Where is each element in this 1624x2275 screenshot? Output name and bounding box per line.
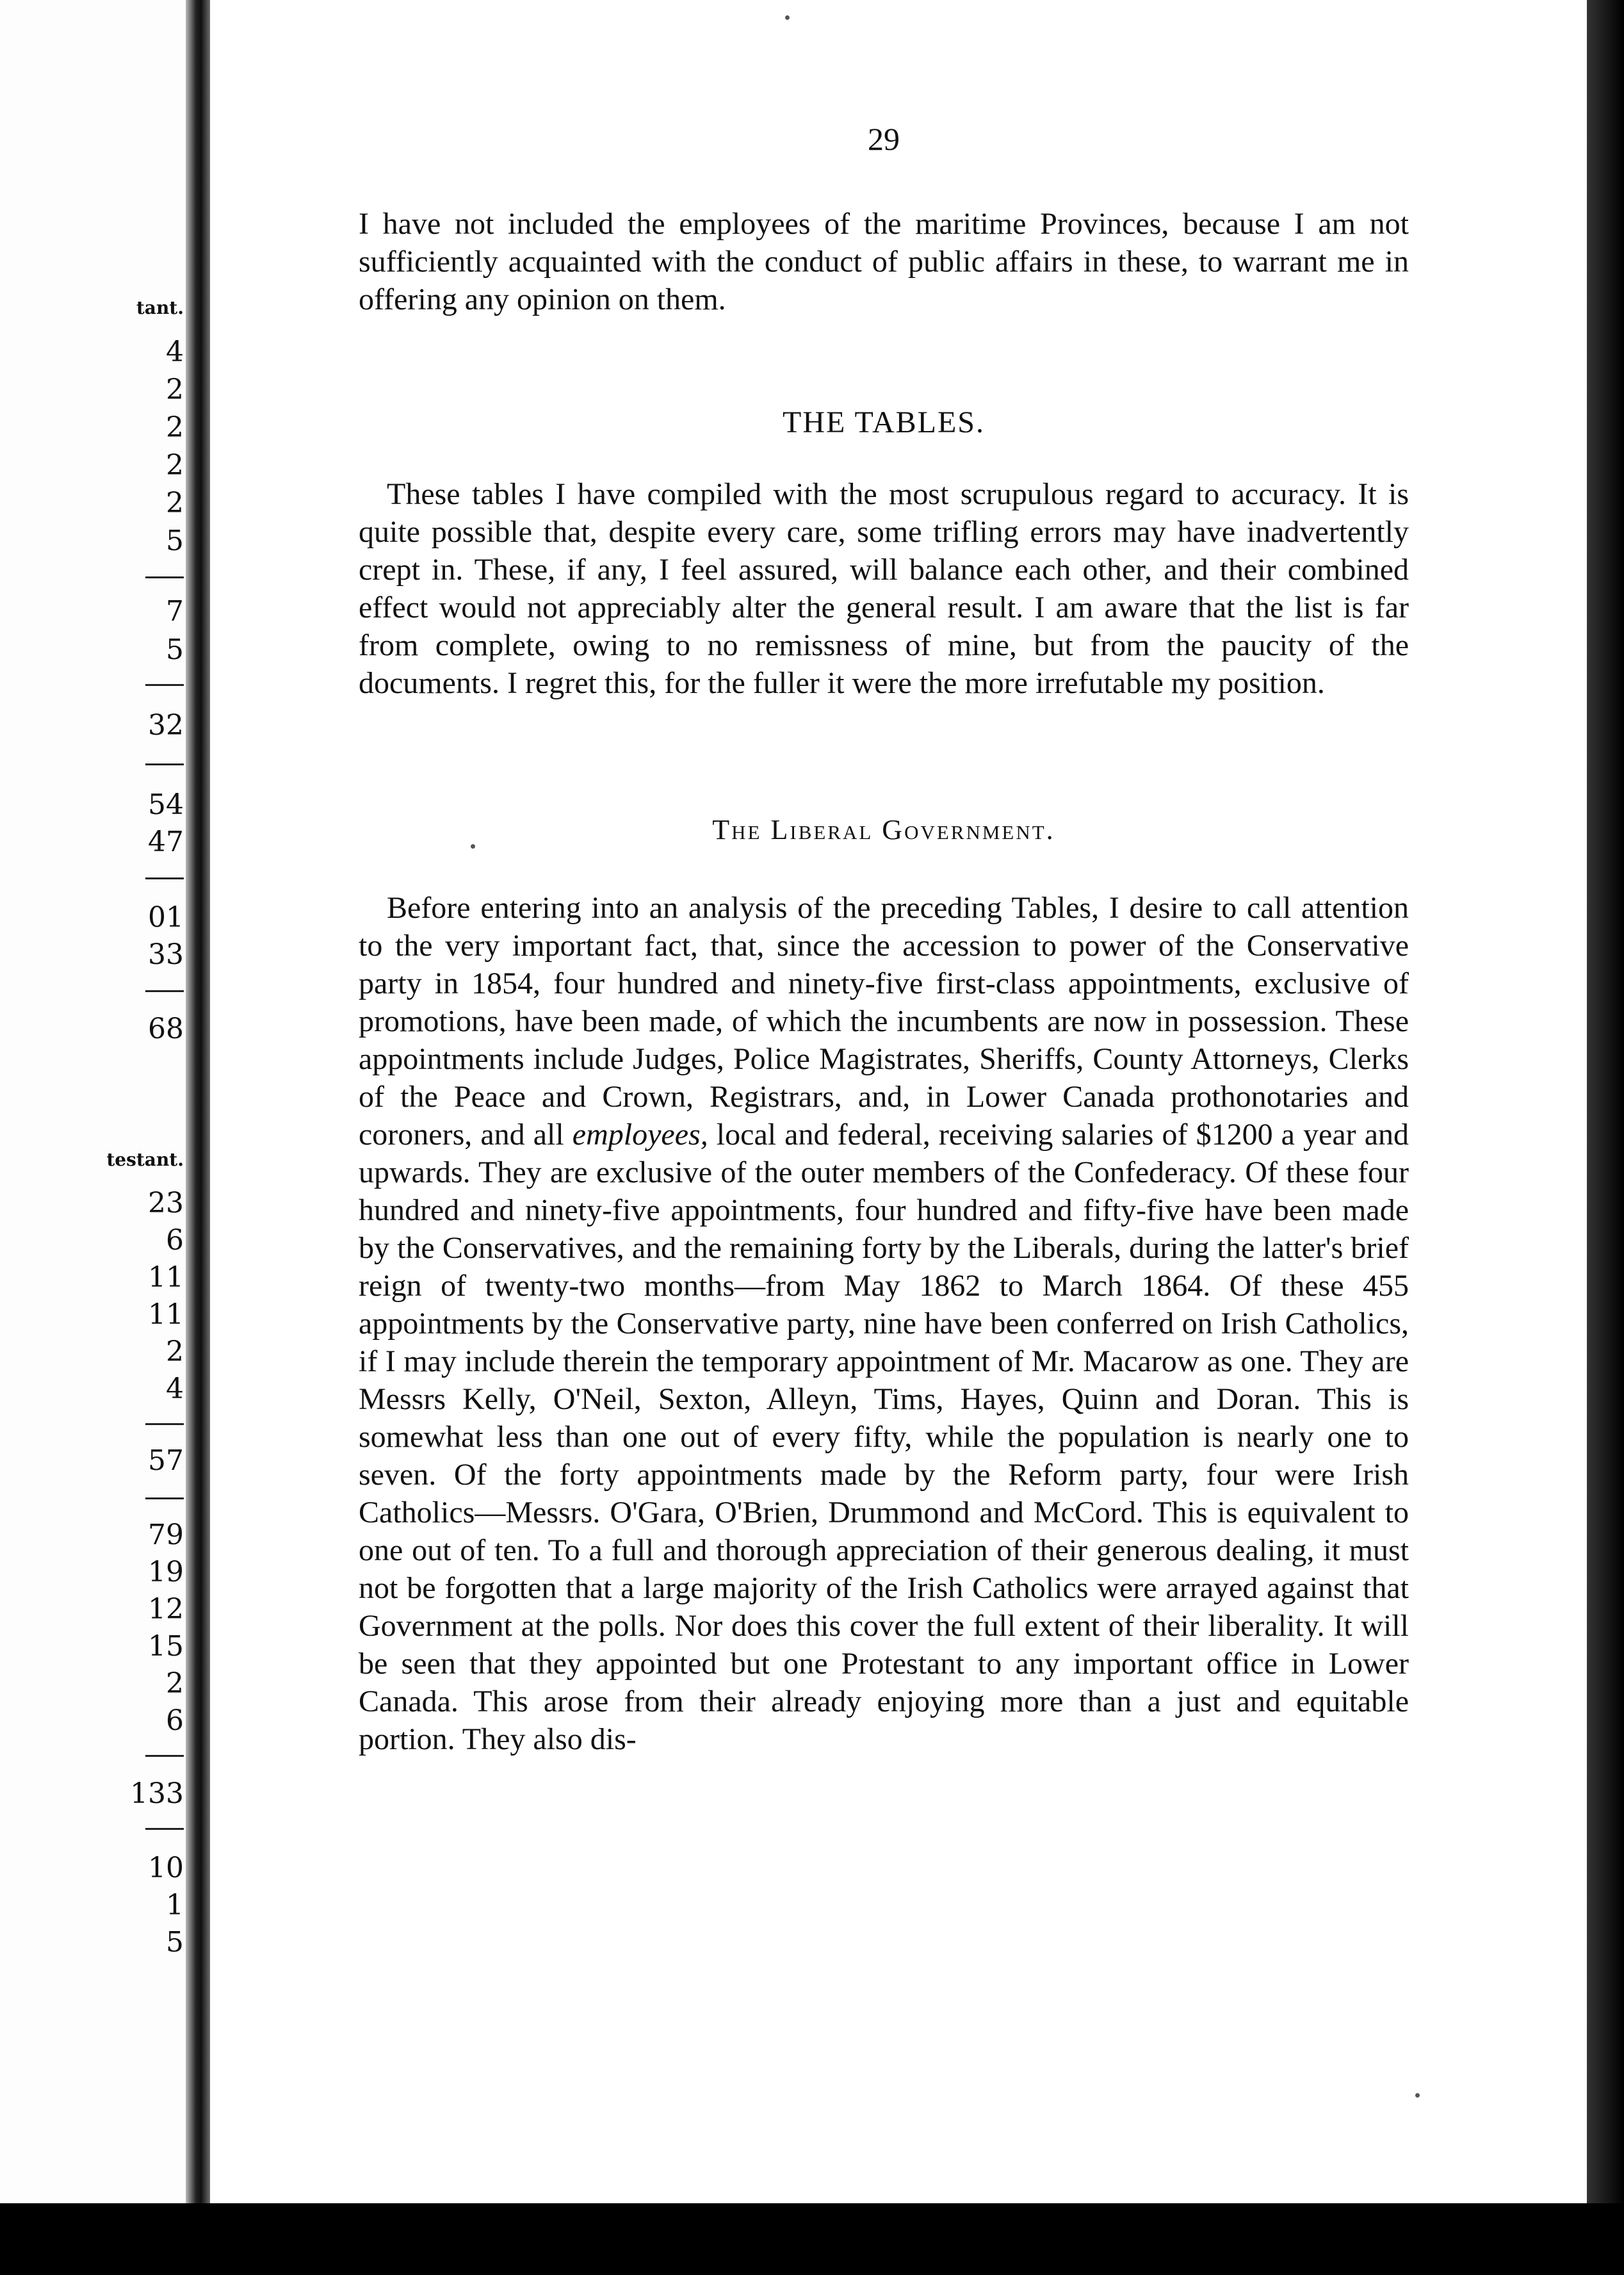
table-rule	[145, 1423, 184, 1425]
table-cell: 2	[166, 449, 184, 482]
table-cell: 15	[148, 1630, 184, 1663]
table-cell: 79	[148, 1519, 184, 1551]
scan-bottom-edge	[0, 2203, 1624, 2275]
table-cell: 5	[166, 633, 184, 666]
table-cell: 2	[166, 487, 184, 519]
table-cell: 2	[166, 373, 184, 406]
table-cell: 19	[148, 1556, 184, 1588]
table-cell: 47	[148, 826, 184, 858]
table-cell: 133	[130, 1777, 184, 1810]
table-cell: 01	[148, 901, 184, 934]
table-rule	[145, 576, 184, 578]
table-cell: 5	[166, 525, 184, 557]
table-rule	[145, 1828, 184, 1830]
table-cell: 10	[148, 1852, 184, 1884]
intro-paragraph: I have not included the employees of the maritime Provinces, because I am not sufficiently acquainted with the conduct of public affairs in these, to warrant me in offering any opinion on them.	[359, 207, 1409, 316]
table-cell: 4	[166, 1373, 184, 1405]
table-cell: 57	[148, 1444, 184, 1477]
section-heading-tables: THE TABLES.	[783, 405, 985, 439]
section-heading-liberal-government: The Liberal Government.	[712, 814, 1055, 845]
table-cell: 2	[166, 1335, 184, 1368]
table-rule	[145, 763, 184, 765]
book-gutter	[186, 0, 211, 2275]
table-cell: 23	[148, 1187, 184, 1219]
table-cell: 2	[166, 411, 184, 444]
column-header: testant.	[106, 1149, 184, 1170]
tables-paragraph: These tables I have compiled with the most scrupulous regard to accuracy. It is quite possible that, despite every care, some trifling errors may have inadvertently crept in. These, if any, I feel assured, will balance each other, and their combined effect would not appreciably alter the general result. I am aware that the list is far from complete, owing to no remissness of mine, but from the paucity of the documents. I regret this, for the fuller it were the more irrefutable my position.	[359, 477, 1409, 700]
table-cell: 5	[166, 1926, 184, 1959]
table-cell: 11	[148, 1261, 184, 1294]
table-cell: 68	[148, 1013, 184, 1045]
paragraph-text: Before entering into an analysis of the preceding Tables, I desire to call attention to the very important fact, that, since the accession to power of the Conservative party in 1854, four hundred and ninety-five first-class appointments, exclusive of promotions, have been made, of which the incumbents are now in possession. These appointments include Judges, Police Magistrates, Sheriffs, County Attorneys, Clerks of the Peace and Crown, Registrars, and, in Lower Canada prothonotaries and coroners, and all	[359, 891, 1409, 1152]
table-cell: 12	[148, 1593, 184, 1626]
table-rule	[145, 684, 184, 686]
table-cell: 2	[166, 1667, 184, 1700]
table-cell: 1	[166, 1889, 184, 1921]
page-edge-shadow	[1587, 0, 1624, 2222]
table-cell: 6	[166, 1224, 184, 1257]
table-rule	[145, 1497, 184, 1499]
table-cell: 32	[148, 709, 184, 742]
table-cell: 54	[148, 788, 184, 821]
column-header: tant.	[136, 297, 184, 318]
left-page-fragment	[0, 0, 195, 2216]
table-rule	[145, 1755, 184, 1757]
table-cell: 11	[148, 1298, 184, 1331]
liberal-government-paragraph	[359, 889, 1409, 1758]
table-cell: 6	[166, 1704, 184, 1737]
emphasized-word: employees,	[572, 1118, 708, 1152]
table-rule	[145, 990, 184, 992]
table-cell: 4	[166, 336, 184, 368]
table-rule	[145, 877, 184, 879]
scan-speck	[471, 844, 475, 849]
table-cell: 7	[166, 595, 184, 628]
paragraph-text: local and federal, receiving salaries of $1200 a year and upwards. They are exclusive of the outer members of the Confederacy. Of these four hundred and ninety-five appointments, four hundred and fifty-five have been made by the Conservatives, and the remaining forty by the Liberals, during the latter's brief reign of twenty-two months—from May 1862 to March 1864. Of these 455 appointments by the Conservative party, nine have been conferred on Irish Catholics, if I may include therein the temporary appointment of Mr. Macarow as one. They are Messrs Kelly, O'Neil, Sexton, Alleyn, Tims, Hayes, Quinn and Doran. This is somewhat less than one out of every fifty, while the population is nearly one to seven. Of the forty appointments made by the Reform party, four were Irish Catholics—Messrs. O'Gara, O'Brien, Drummond and McCord. This is equivalent to one out of ten. To a full and thorough appreciation of their generous dealing, it must not be forgotten that a large majority of the Irish Catholics were arrayed against that Government at the polls. Nor does this cover the full extent of their liberality. It will be seen that they appointed but one Protestant to any important office in Lower Canada. This arose from their already enjoying more than a just and equitable portion. They also dis-	[359, 1118, 1409, 1756]
scan-speck	[785, 15, 790, 20]
page-number: 29	[868, 121, 900, 157]
table-cell: 33	[148, 938, 184, 971]
scan-speck	[1415, 2093, 1420, 2098]
